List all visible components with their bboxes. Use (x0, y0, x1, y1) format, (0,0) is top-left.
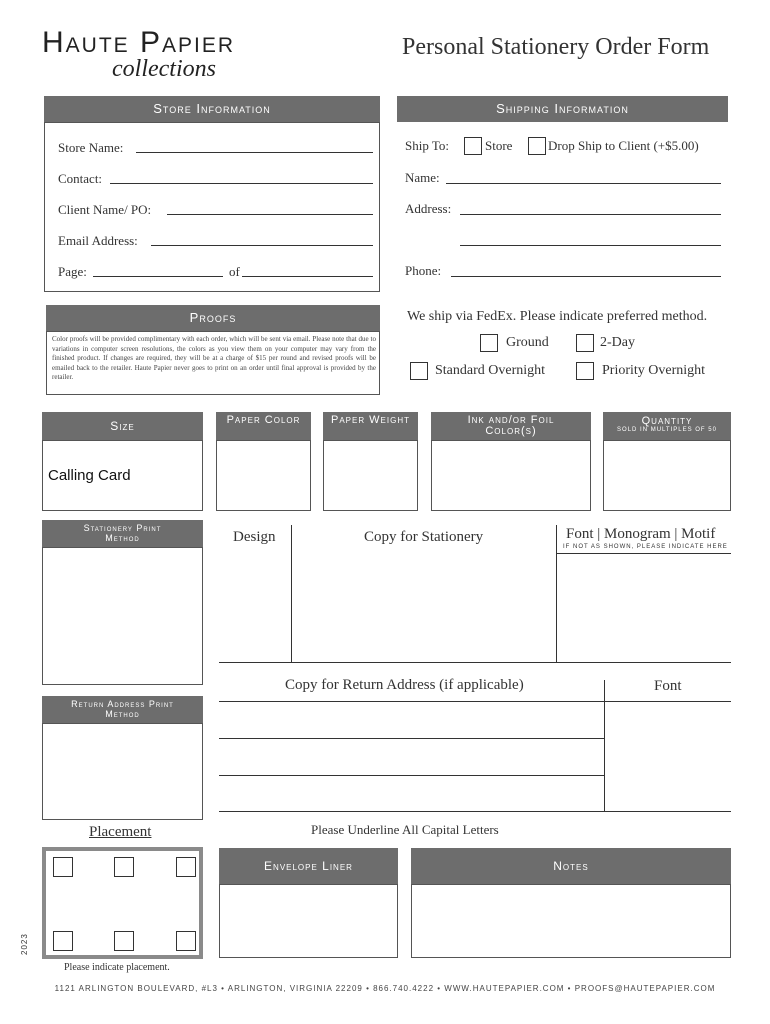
paper-weight-header: Paper Weight (323, 412, 418, 440)
priority-overnight-label: Priority Overnight (602, 363, 706, 378)
email-field[interactable] (151, 245, 373, 246)
footer-address: 1121 ARLINGTON BOULEVARD, #L3 • ARLINGTON, VIRGINIA 22209 • 866.740.4222 • WWW.HAUTEPAPIER.COM • PROOFS@HAUTEPAPIER.COM (54, 984, 716, 993)
placement-note: Please indicate placement. (64, 962, 170, 973)
two-day-checkbox[interactable] (576, 334, 594, 352)
font-note-underline (557, 553, 731, 554)
proofs-text: Color proofs will be provided complimentary with each order, which will be sent via email. Please note that due to variations in computer screen resolutions, the colors as you view them on your computer may vary from the finished product. If changes are required, they will be at a charge of $15 per round and revised proofs will be emailed back to the retailer. Haute Papier never goes to print on an order until final approval is provided by the retailer. (52, 335, 376, 382)
store-info-header: Store Information (44, 96, 380, 122)
ship-address-field-2[interactable] (460, 245, 721, 246)
contact-field[interactable] (110, 183, 373, 184)
return-line-2[interactable] (219, 738, 604, 739)
envelope-liner-box[interactable] (219, 884, 398, 958)
store-name-label: Store Name: (58, 140, 124, 155)
return-line-3[interactable] (219, 775, 604, 776)
placement-bottom-center[interactable] (114, 931, 134, 951)
design-bottom-rule (219, 662, 731, 663)
priority-overnight-checkbox[interactable] (576, 362, 594, 380)
return-copy-label: Copy for Return Address (if applicable) (285, 677, 524, 693)
ink-foil-box[interactable] (431, 440, 591, 511)
return-method-header: Return Address Print Method (42, 696, 203, 723)
underline-note: Please Underline All Capital Letters (311, 822, 499, 837)
page-label: Page: (58, 264, 87, 279)
client-po-label: Client Name/ PO: (58, 202, 152, 217)
standard-overnight-checkbox[interactable] (410, 362, 428, 380)
client-po-field[interactable] (167, 214, 373, 215)
font-note: IF NOT AS SHOWN, PLEASE INDICATE HERE (563, 544, 728, 550)
size-value[interactable]: Calling Card (48, 467, 131, 484)
notes-box[interactable] (411, 884, 731, 958)
drop-ship-checkbox[interactable] (528, 137, 546, 155)
stationery-method-header: Stationery Print Method (42, 520, 203, 547)
store-name-field[interactable] (136, 152, 373, 153)
quantity-subtitle: SOLD IN MULTIPLES OF 50 (617, 427, 717, 433)
page-total-field[interactable] (242, 276, 373, 277)
proofs-header: Proofs (46, 305, 380, 331)
paper-color-box[interactable] (216, 440, 311, 511)
page-of-label: of (229, 264, 240, 279)
design-divider-1 (291, 525, 292, 663)
ship-to-store-label: Store (485, 138, 513, 153)
return-divider (604, 680, 605, 812)
copy-stationery-label: Copy for Stationery (364, 529, 484, 545)
two-day-label: 2-Day (600, 335, 635, 350)
quantity-box[interactable] (603, 440, 731, 511)
ship-name-label: Name: (405, 170, 440, 185)
ink-foil-header: Ink and/or Foil Color(s) (431, 412, 591, 440)
brand-logo: Haute Papier (42, 26, 236, 59)
placement-top-right[interactable] (176, 857, 196, 877)
notes-header: Notes (411, 848, 731, 884)
ship-phone-field[interactable] (451, 276, 721, 277)
paper-color-header: Paper Color (216, 412, 311, 440)
ship-phone-label: Phone: (405, 263, 442, 278)
standard-overnight-label: Standard Overnight (435, 363, 546, 378)
quantity-title: Quantity (641, 415, 693, 427)
form-title: Personal Stationery Order Form (402, 34, 710, 60)
placement-bottom-left[interactable] (53, 931, 73, 951)
ship-to-label: Ship To: (405, 138, 450, 153)
return-method-box[interactable] (42, 723, 203, 820)
placement-top-left[interactable] (53, 857, 73, 877)
quantity-header (603, 412, 731, 440)
fedex-note: We ship via FedEx. Please indicate preferred method. (407, 309, 708, 324)
email-label: Email Address: (58, 233, 138, 248)
placement-title: Placement (89, 824, 152, 840)
return-line-1[interactable] (219, 701, 731, 702)
drop-ship-label: Drop Ship to Client (+$5.00) (548, 138, 699, 153)
year-label: 2023 (20, 933, 29, 955)
brand-script: collections (112, 56, 216, 82)
page-field[interactable] (93, 276, 223, 277)
design-label: Design (233, 529, 276, 545)
design-divider-2 (556, 525, 557, 663)
placement-top-center[interactable] (114, 857, 134, 877)
ship-to-store-checkbox[interactable] (464, 137, 482, 155)
ship-address-label: Address: (405, 201, 452, 216)
ground-label: Ground (506, 335, 549, 350)
placement-bottom-right[interactable] (176, 931, 196, 951)
contact-label: Contact: (58, 171, 103, 186)
ground-checkbox[interactable] (480, 334, 498, 352)
ship-name-field[interactable] (446, 183, 721, 184)
envelope-liner-header: Envelope Liner (219, 848, 398, 884)
stationery-method-box[interactable] (42, 547, 203, 685)
return-line-4[interactable] (219, 811, 731, 812)
size-header: Size (42, 412, 203, 440)
shipping-info-header: Shipping Information (397, 96, 728, 122)
ship-address-field[interactable] (460, 214, 721, 215)
return-font-label: Font (654, 678, 682, 694)
font-monogram-label: Font | Monogram | Motif (566, 526, 716, 542)
paper-weight-box[interactable] (323, 440, 418, 511)
